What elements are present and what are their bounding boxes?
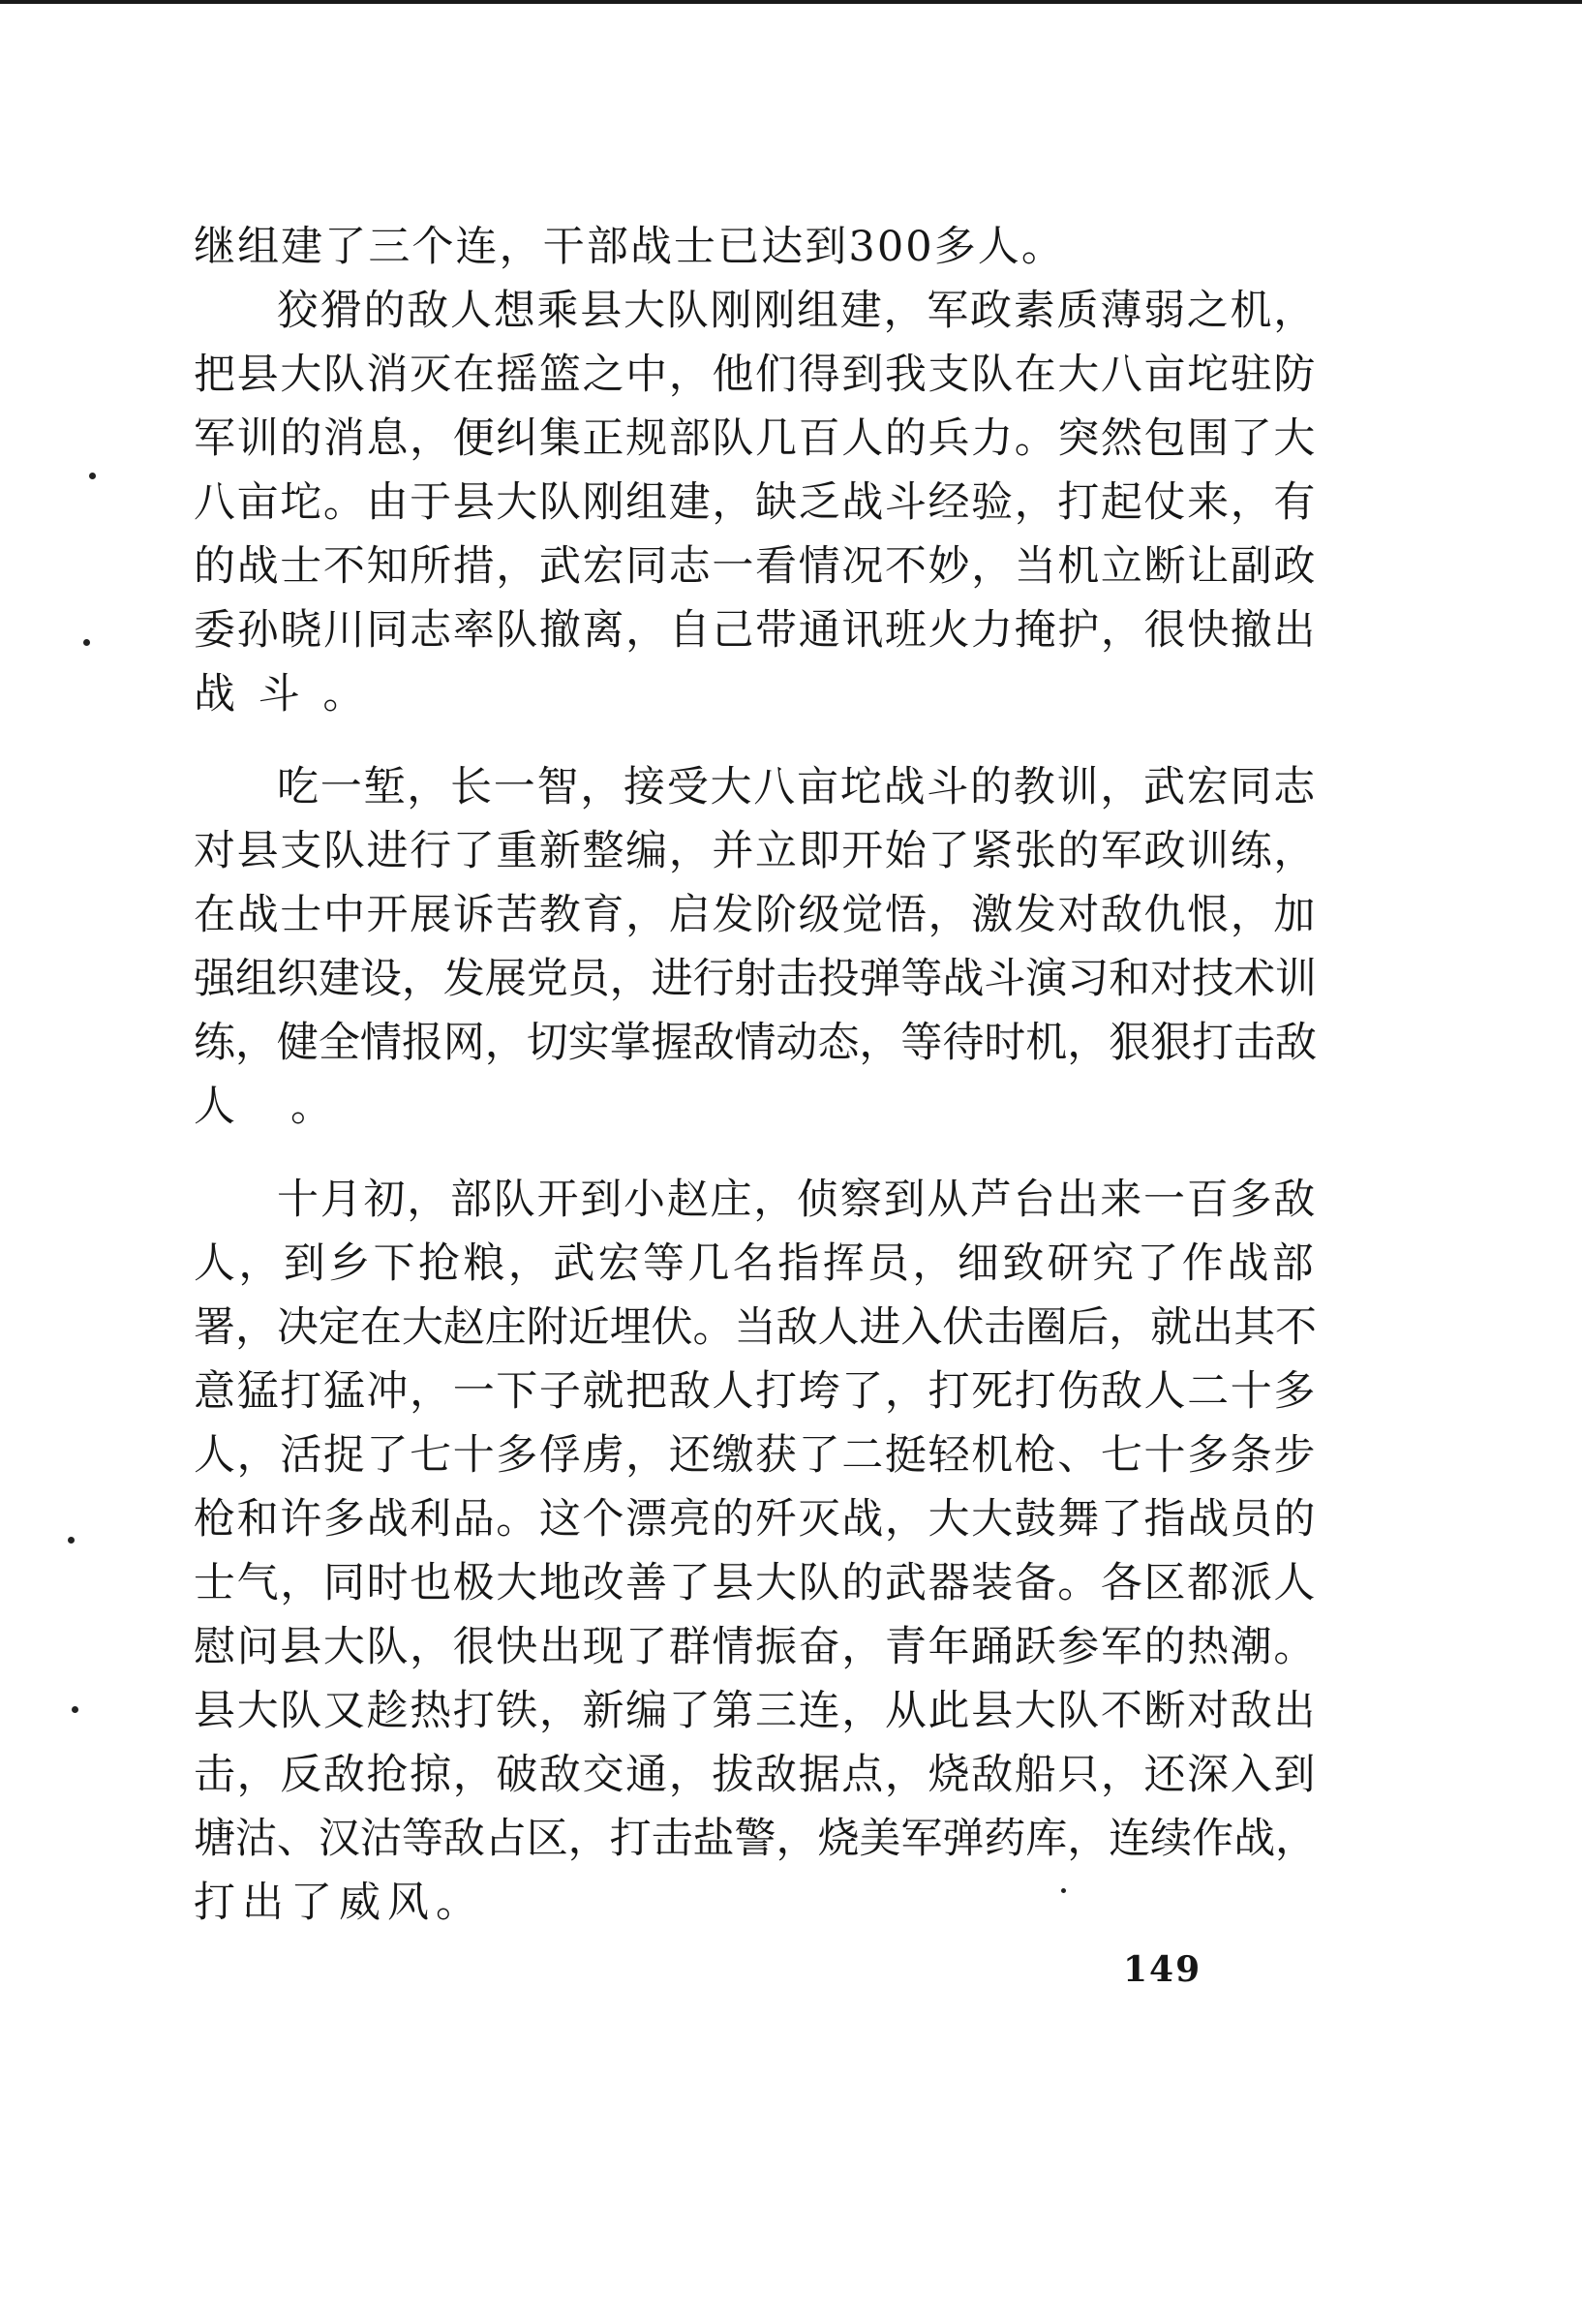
text-line: 战斗。 <box>194 670 387 719</box>
text-line: 打出了威风。 <box>194 1879 484 1927</box>
text-line: 人，到乡下抢粮，武宏等几名指挥员，细致研究了作战部 <box>194 1239 1317 1288</box>
text-line: 县大队又趁热打铁，新编了第三连，从此县大队不断对敌出 <box>194 1687 1317 1735</box>
top-border-rule <box>0 0 1582 4</box>
scan-speck <box>72 1706 78 1713</box>
text-line: 人，活捉了七十多俘虏，还缴获了二挺轻机枪、七十多条步 <box>194 1431 1317 1480</box>
page-number: 149 <box>1123 1949 1202 1990</box>
text-line: 意猛打猛冲，一下子就把敌人打垮了，打死打伤敌人二十多 <box>194 1367 1317 1416</box>
text-line: 在战士中开展诉苦教育，启发阶级觉悟，激发对敌仇恨，加 <box>194 891 1317 939</box>
text-line: 击，反敌抢掠，破敌交通，拔敌据点，烧敌船只，还深入到 <box>194 1751 1317 1799</box>
text-line: 士气，同时也极大地改善了县大队的武器装备。各区都派人 <box>194 1559 1317 1607</box>
text-line: 吃一堑，长一智，接受大八亩坨战斗的教训，武宏同志 <box>277 763 1317 811</box>
text-line: 人。 <box>194 1083 387 1131</box>
text-line: 狡猾的敌人想乘县大队刚刚组建，军政素质薄弱之机， <box>277 287 1317 335</box>
text-line: 八亩坨。由于县大队刚组建，缺乏战斗经验，打起仗来，有 <box>194 478 1317 527</box>
text-line: 对县支队进行了重新整编，并立即开始了紧张的军政训练， <box>194 827 1317 875</box>
text-line: 军训的消息，便纠集正规部队几百人的兵力。突然包围了大 <box>194 414 1317 463</box>
scan-speck <box>89 473 96 479</box>
text-line: 委孙晓川同志率队撤离，自己带通讯班火力掩护，很快撤出 <box>194 606 1317 655</box>
text-line: 十月初，部队开到小赵庄，侦察到从芦台出来一百多敌 <box>277 1176 1317 1224</box>
text-line: 塘沽、汉沽等敌占区，打击盐警，烧美军弹药库，连续作战， <box>194 1815 1317 1863</box>
scan-speck <box>83 639 90 646</box>
text-line: 枪和许多战利品。这个漂亮的歼灭战，大大鼓舞了指战员的 <box>194 1495 1317 1544</box>
text-line: 的战士不知所措，武宏同志一看情况不妙，当机立断让副政 <box>194 542 1317 591</box>
text-line: 署，决定在大赵庄附近埋伏。当敌人进入伏击圈后，就出其不 <box>194 1303 1317 1352</box>
scan-speck <box>1061 1888 1066 1893</box>
text-line: 继组建了三个连，干部战士已达到300多人。 <box>194 223 1065 271</box>
text-line: 练，健全情报网，切实掌握敌情动态，等待时机，狠狠打击敌 <box>194 1019 1317 1067</box>
scan-speck <box>68 1537 75 1544</box>
text-line: 把县大队消灭在摇篮之中，他们得到我支队在大八亩坨驻防 <box>194 351 1317 399</box>
text-line: 强组织建设，发展党员，进行射击投弹等战斗演习和对技术训 <box>194 955 1317 1003</box>
text-line: 慰问县大队，很快出现了群情振奋，青年踊跃参军的热潮。 <box>194 1623 1317 1671</box>
